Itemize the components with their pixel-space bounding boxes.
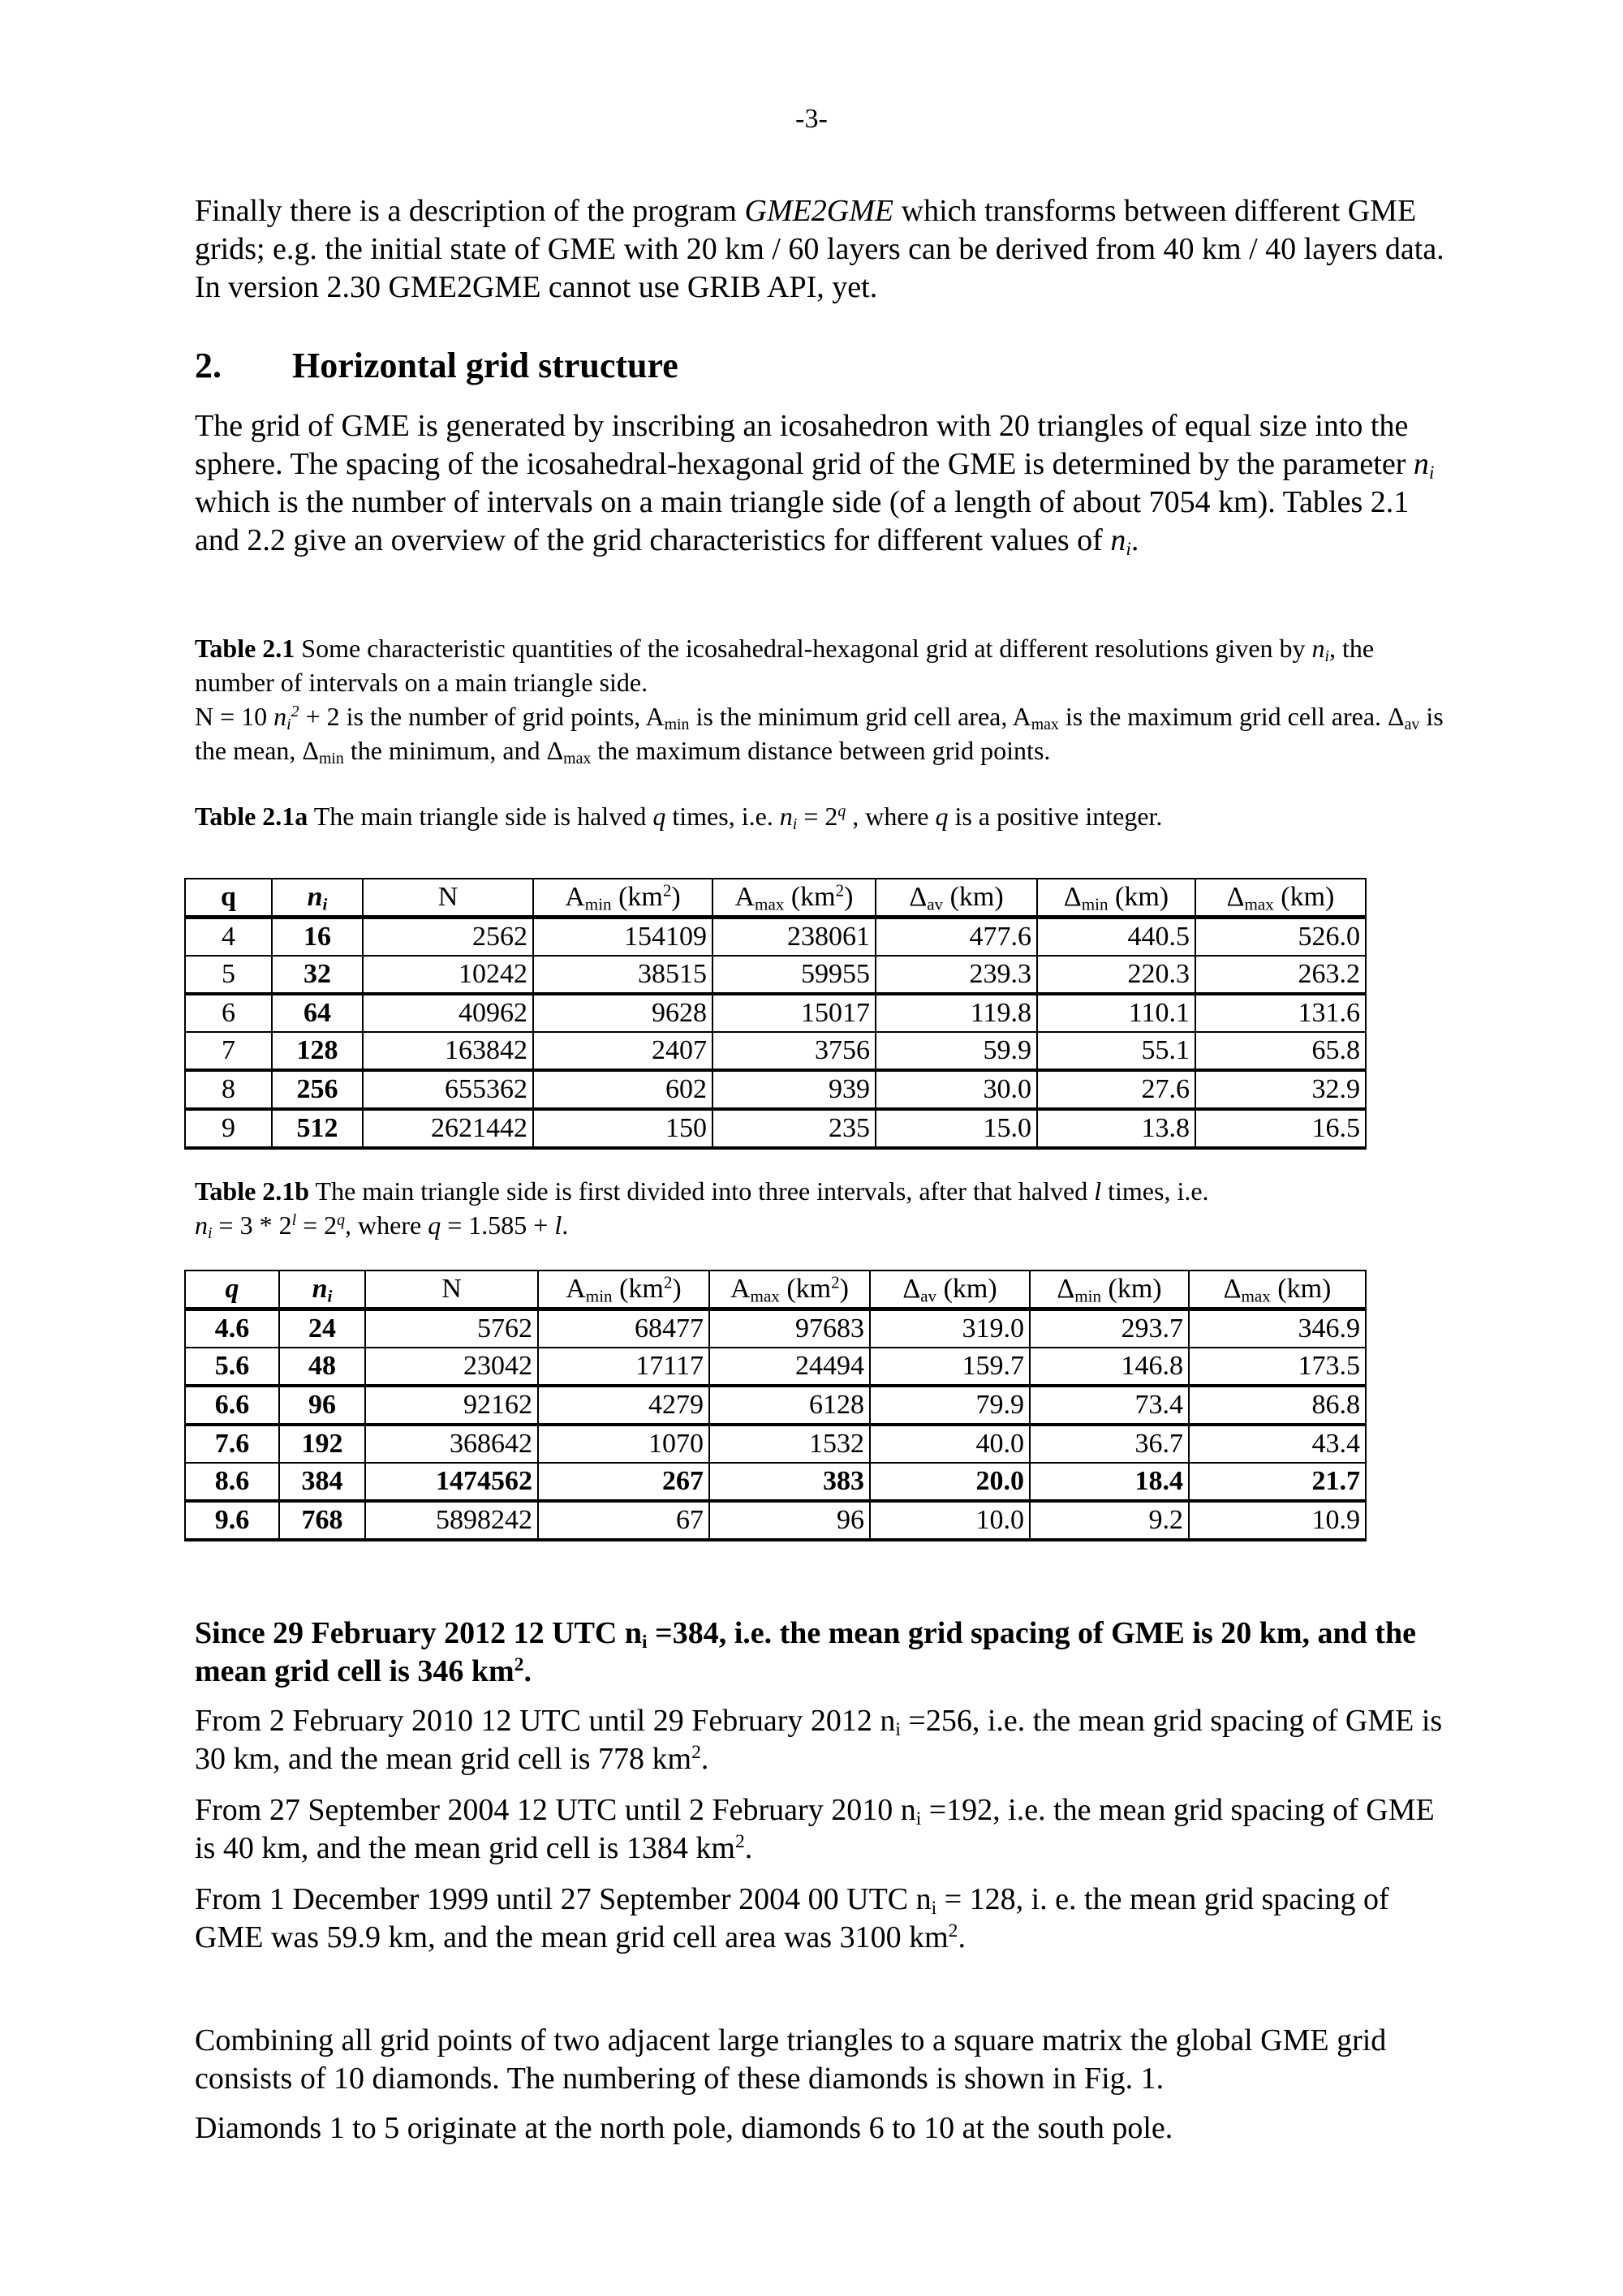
cell-delta-max: 346.9 [1189, 1309, 1366, 1348]
cell-ni: 96 [279, 1386, 365, 1425]
cell-amax: 6128 [709, 1386, 870, 1425]
header-ni: $n_i$ [279, 1271, 365, 1309]
history-paragraph-2010: From 2 February 2010 12 UTC until 29 February 2012 $n_i =256$, i.e. the mean grid spacing of GME is 30 km, and the mean grid cell is 778 $km^2$. [195, 1704, 1443, 1776]
cell-amax: 15017 [712, 994, 876, 1032]
cell-ni: 768 [279, 1501, 365, 1540]
cell-delta-min: 27.6 [1037, 1070, 1195, 1109]
cell-n: 5898242 [365, 1501, 538, 1540]
table-row [185, 1070, 1366, 1109]
cell-ni: 48 [279, 1348, 365, 1386]
header-delta-min: $\Delta_{min}$ (km) [1030, 1271, 1189, 1309]
cell-amax: 238061 [712, 918, 876, 957]
cell-amax: 24494 [709, 1348, 870, 1386]
cell-delta-max: 32.9 [1195, 1070, 1366, 1109]
history-paragraph-2004: From 27 September 2004 12 UTC until 2 February 2010 $n_i =192$, i.e. the mean grid spacing of GME is 40 km, and the mean grid cell is 1384 $km^2$. [195, 1793, 1435, 1865]
cell-delta-min: 440.5 [1037, 918, 1195, 957]
section-heading [195, 345, 678, 386]
cell-amin: 2407 [533, 1032, 712, 1070]
table-header-row [185, 879, 1366, 918]
cell-delta-max: 43.4 [1189, 1425, 1366, 1463]
para-text: The grid of GME is generated by inscribing an icosahedron with 20 triangles of equal size into the sphere. The spacing of the icosahedral-hexagonal grid of the GME is determined by the parameter [195, 409, 1414, 481]
header-amax: $A_{max}$ $(km^2)$ [709, 1271, 870, 1309]
cell-n: 1474562 [365, 1463, 538, 1501]
cell-amax: 97683 [709, 1309, 870, 1348]
cell-delta-av: 15.0 [876, 1109, 1037, 1148]
page-number: -3- [795, 104, 828, 134]
table-label: Table 2.1a [195, 802, 308, 831]
para-text: which is the number of intervals on a main triangle side (of a length of about 7054 km). Tables 2.1 and 2.2 give an overview of the grid characteristics for different values of [195, 485, 1410, 557]
cell-q: 7.6 [185, 1425, 279, 1463]
cell-amin: 150 [533, 1109, 712, 1148]
cell-delta-av: 40.0 [870, 1425, 1030, 1463]
cell-delta-av: 59.9 [876, 1032, 1037, 1070]
cell-delta-min: 13.8 [1037, 1109, 1195, 1148]
cell-delta-max: 173.5 [1189, 1348, 1366, 1386]
cell-delta-min: 18.4 [1030, 1463, 1189, 1501]
header-delta-min: $\Delta_{min}$ (km) [1037, 879, 1195, 918]
table-2-1b [184, 1270, 1367, 1541]
cell-q: 5.6 [185, 1348, 279, 1386]
cell-delta-min: 36.7 [1030, 1425, 1189, 1463]
header-delta-av: $\Delta_{av}$ (km) [876, 879, 1037, 918]
cell-delta-max: 65.8 [1195, 1032, 1366, 1070]
cell-amin: 9628 [533, 994, 712, 1032]
cell-ni: 192 [279, 1425, 365, 1463]
cell-delta-max: 16.5 [1195, 1109, 1366, 1148]
cell-q: 8.6 [185, 1463, 279, 1501]
intro-text-end: which transforms between different GME grids; e.g. the initial state of GME with 20 km / 60 layers can be derived from 40 km / 40 layers data. In version 2.30 GME2GME cannot use GRIB API, yet. [195, 194, 1444, 304]
cell-ni: 256 [272, 1070, 363, 1109]
cell-delta-av: 10.0 [870, 1501, 1030, 1540]
table-row [185, 1463, 1366, 1501]
table-row [185, 956, 1366, 994]
table-2-1b-caption [195, 1174, 1444, 1242]
cell-delta-min: 220.3 [1037, 956, 1195, 994]
cell-amin: 1070 [538, 1425, 709, 1463]
cell-amin: 68477 [538, 1309, 709, 1348]
program-name: GME2GME [744, 194, 894, 228]
header-q: q [185, 1271, 279, 1309]
cell-amax: 235 [712, 1109, 876, 1148]
table-row [185, 1309, 1366, 1348]
cell-ni: 16 [272, 918, 363, 957]
cell-q: 4.6 [185, 1309, 279, 1348]
cell-amin: 38515 [533, 956, 712, 994]
cell-n: 92162 [365, 1386, 538, 1425]
cell-amax: 383 [709, 1463, 870, 1501]
cell-amin: 267 [538, 1463, 709, 1501]
cell-delta-min: 55.1 [1037, 1032, 1195, 1070]
cell-delta-min: 293.7 [1030, 1309, 1189, 1348]
cell-amax: 3756 [712, 1032, 876, 1070]
header-amin: $A_{min}$ $(km^2)$ [533, 879, 712, 918]
table-2-1a-caption: Table 2.1a The main triangle side is halved q times, i.e. $n_i = 2^q$ , where q is a positive integer. [195, 802, 1163, 833]
cell-n: 40962 [363, 994, 533, 1032]
para-text: . [1130, 523, 1139, 557]
cell-amax: 96 [709, 1501, 870, 1540]
cell-amin: 67 [538, 1501, 709, 1540]
cell-delta-av: 319.0 [870, 1309, 1030, 1348]
grid-description-paragraph [195, 407, 1444, 560]
diamonds-paragraph: Combining all grid points of two adjacent large triangles to a square matrix the global GME grid consists of 10 diamonds. The numbering of these diamonds is shown in Fig. 1. [195, 2023, 1387, 2096]
cell-n: 2562 [363, 918, 533, 957]
section-title: Horizontal grid structure [292, 346, 678, 385]
cell-q: 7 [185, 1032, 272, 1070]
cell-delta-av: 239.3 [876, 956, 1037, 994]
table-header-row [185, 1271, 1366, 1309]
cell-delta-min: 146.8 [1030, 1348, 1189, 1386]
cell-q: 9 [185, 1109, 272, 1148]
cell-q: 6 [185, 994, 272, 1032]
header-n: N [365, 1271, 538, 1309]
cell-amax: 59955 [712, 956, 876, 994]
table-2-1a [184, 878, 1367, 1150]
table-2-1-caption [195, 631, 1444, 767]
table-row [185, 1501, 1366, 1540]
table-row [185, 1109, 1366, 1148]
intro-text: Finally there is a description of the program [195, 194, 745, 228]
header-n: N [363, 879, 533, 918]
cell-ni: 24 [279, 1309, 365, 1348]
cell-delta-max: 131.6 [1195, 994, 1366, 1032]
cell-delta-max: 263.2 [1195, 956, 1366, 994]
cell-delta-av: 30.0 [876, 1070, 1037, 1109]
table-label: Table 2.1b [195, 1176, 310, 1206]
table-row [185, 1386, 1366, 1425]
cell-amax: 939 [712, 1070, 876, 1109]
cell-q: 6.6 [185, 1386, 279, 1425]
table-row [185, 1032, 1366, 1070]
table-row [185, 1425, 1366, 1463]
table-row [185, 1348, 1366, 1386]
cell-amin: 602 [533, 1070, 712, 1109]
cell-delta-av: 159.7 [870, 1348, 1030, 1386]
cell-n: 655362 [363, 1070, 533, 1109]
cell-q: 4 [185, 918, 272, 957]
header-delta-max: $\Delta_{max}$ (km) [1195, 879, 1366, 918]
cell-ni: 384 [279, 1463, 365, 1501]
cell-ni: 512 [272, 1109, 363, 1148]
cell-amin: 4279 [538, 1386, 709, 1425]
cell-delta-max: 21.7 [1189, 1463, 1366, 1501]
header-amax: $A_{max}$ $(km^2)$ [712, 879, 876, 918]
cell-delta-max: 86.8 [1189, 1386, 1366, 1425]
cell-ni: 128 [272, 1032, 363, 1070]
current-resolution-paragraph: Since 29 February 2012 12 UTC $n_i =384$, i.e. the mean grid spacing of GME is 20 km, and the mean grid cell is 346 $km^2$. [195, 1616, 1416, 1688]
header-delta-av: $\Delta_{av}$ (km) [870, 1271, 1030, 1309]
ni-symbol: $n_i$ [1413, 447, 1435, 484]
diamonds-poles-paragraph: Diamonds 1 to 5 originate at the north pole, diamonds 6 to 10 at the south pole. [195, 2111, 1173, 2145]
section-number: 2. [195, 346, 222, 385]
ni-symbol: $n_i$ [1110, 523, 1131, 560]
cell-n: 368642 [365, 1425, 538, 1463]
header-q: q [185, 879, 272, 918]
cell-delta-max: 10.9 [1189, 1501, 1366, 1540]
cell-delta-min: 110.1 [1037, 994, 1195, 1032]
cell-delta-av: 477.6 [876, 918, 1037, 957]
cell-q: 9.6 [185, 1501, 279, 1540]
cell-amin: 154109 [533, 918, 712, 957]
header-amin: $A_{min}$ $(km^2)$ [538, 1271, 709, 1309]
caption-line: Table 2.1b The main triangle side is first divided into three intervals, after that halved l times, i.e. [195, 1176, 1209, 1206]
cell-n: 23042 [365, 1348, 538, 1386]
cell-n: 10242 [363, 956, 533, 994]
cell-amin: 17117 [538, 1348, 709, 1386]
cell-delta-av: 79.9 [870, 1386, 1030, 1425]
cell-q: 5 [185, 956, 272, 994]
table-label: Table 2.1 [195, 634, 295, 663]
cell-delta-min: 9.2 [1030, 1501, 1189, 1540]
intro-paragraph [195, 192, 1444, 307]
header-delta-max: $\Delta_{max}$ (km) [1189, 1271, 1366, 1309]
cell-n: 5762 [365, 1309, 538, 1348]
cell-n: 2621442 [363, 1109, 533, 1148]
cell-ni: 32 [272, 956, 363, 994]
caption-line: N = 10 $n_i^2 + 2$ is the number of grid points, $A_{min}$ is the minimum grid cell area, $A_{max}$ is the maximum grid cell area. $\Delta_{av}$ is the mean, $\Delta_{min}$ the minimum, and $\Delta_{max}$ the maximum distance between grid points. [195, 702, 1444, 767]
table-row [185, 994, 1366, 1032]
cell-delta-max: 526.0 [1195, 918, 1366, 957]
history-paragraph-1999: From 1 December 1999 until 27 September 2004 00 UTC $n_i = 128$, i. e. the mean grid spacing of GME was 59.9 km, and the mean grid cell area was 3100 $km^2$. [195, 1882, 1389, 1954]
cell-n: 163842 [363, 1032, 533, 1070]
cell-ni: 64 [272, 994, 363, 1032]
caption-line: $n_i = 3 * 2^l = 2^q$, where q = 1.585 + l. [195, 1210, 569, 1242]
cell-delta-min: 73.4 [1030, 1386, 1189, 1425]
cell-delta-av: 119.8 [876, 994, 1037, 1032]
cell-q: 8 [185, 1070, 272, 1109]
caption-line: Table 2.1 Some characteristic quantities of the icosahedral-hexagonal grid at different resolutions given by $n_i$, the number of intervals on a main triangle side. [195, 634, 1375, 697]
cell-amax: 1532 [709, 1425, 870, 1463]
table-row [185, 918, 1366, 957]
header-ni: $n_i$ [272, 879, 363, 918]
cell-delta-av: 20.0 [870, 1463, 1030, 1501]
